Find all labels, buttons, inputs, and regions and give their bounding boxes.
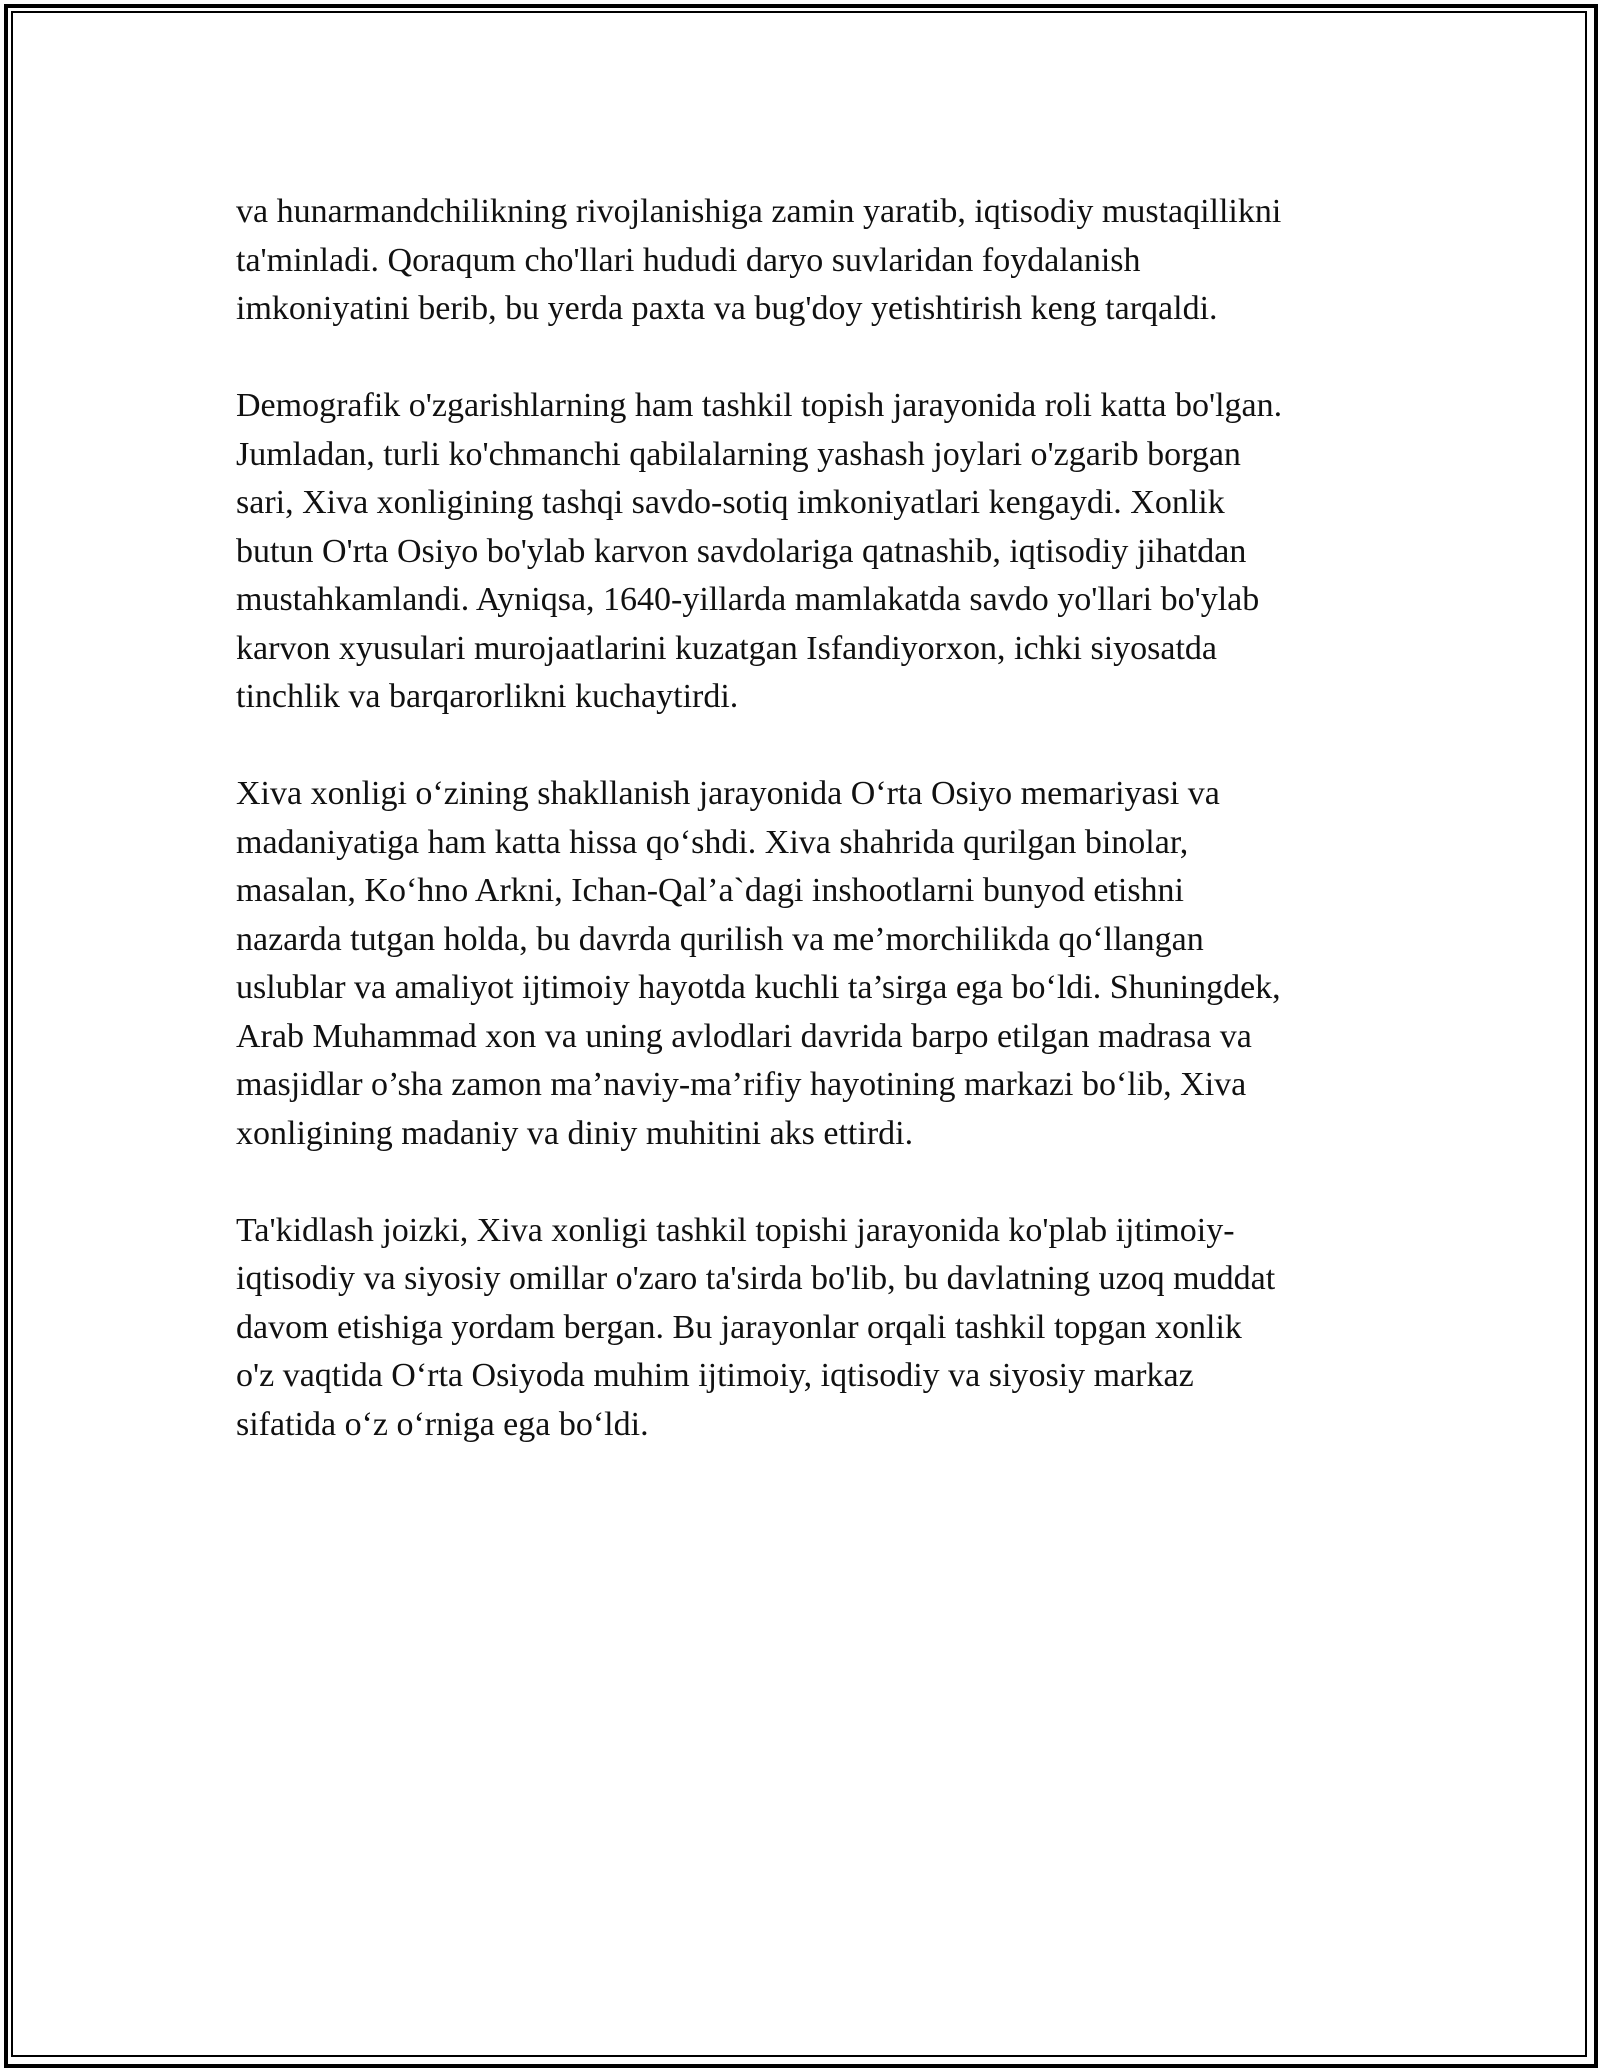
text-line: karvon xyusulari murojaatlarini kuzatgan Isfandiyorxon, ichki siyosatda xyxy=(236,629,1218,667)
text-line: davom etishiga yordam bergan. Bu jarayonlar orqali tashkil topgan xonlik xyxy=(236,1308,1242,1346)
text-line: nazarda tutgan holda, bu davrda qurilish va me’morchilikda qo‘llangan xyxy=(236,920,1204,958)
text-line: o'z vaqtida O‘rta Osiyoda muhim ijtimoiy, iqtisodiy va siyosiy markaz xyxy=(236,1357,1194,1394)
text-line: Demografik o'zgarishlarning ham tashkil topish jarayonida roli katta bo'lgan. xyxy=(236,387,1283,424)
text-line: masalan, Ko‘hno Arkni, Ichan-Qal’a`dagi inshootlarni bunyod etishni xyxy=(236,872,1184,909)
document-body xyxy=(236,188,1376,1498)
text-line: va hunarmandchilikning rivojlanishiga zamin yaratib, iqtisodiy mustaqillikni xyxy=(236,193,1282,230)
text-line: tinchlik va barqarorlikni kuchaytirdi. xyxy=(236,678,739,715)
text-line: mustahkamlandi. Ayniqsa, 1640-yillarda mamlakatda savdo yo'llari bo'ylab xyxy=(236,581,1260,618)
text-line: xonligining madaniy va diniy muhitini aks ettirdi. xyxy=(236,1114,914,1152)
paragraph-economy xyxy=(236,188,1376,334)
paragraph-demography xyxy=(236,382,1376,722)
text-line: butun O'rta Osiyo bo'ylab karvon savdolariga qatnashib, iqtisodiy jihatdan xyxy=(236,532,1247,570)
text-line: iqtisodiy va siyosiy omillar o'zaro ta'sirda bo'lib, bu davlatning uzoq muddat xyxy=(236,1260,1276,1297)
text-line: ta'minladi. Qoraqum cho'llari hududi daryo suvlaridan foydalanish xyxy=(236,241,1141,279)
paragraph-conclusion xyxy=(236,1207,1376,1450)
text-line: sari, Xiva xonligining tashqi savdo-sotiq imkoniyatlari kengaydi. Xonlik xyxy=(236,484,1225,521)
text-line: Arab Muhammad xon va uning avlodlari davrida barpo etilgan madrasa va xyxy=(236,1017,1252,1055)
text-line: sifatida o‘z o‘rniga ega bo‘ldi. xyxy=(236,1405,649,1443)
text-line: Ta'kidlash joizki, Xiva xonligi tashkil topishi jarayonida ko'plab ijtimoiy- xyxy=(236,1211,1235,1249)
text-line: Jumladan, turli ko'chmanchi qabilalarning yashash joylari o'zgarib borgan xyxy=(236,435,1241,473)
text-line: uslublar va amaliyot ijtimoiy hayotda kuchli ta’sirga ega bo‘ldi. Shuningdek, xyxy=(236,969,1281,1006)
text-line: madaniyatiga ham katta hissa qo‘shdi. Xiva shahrida qurilgan binolar, xyxy=(236,823,1189,861)
text-line: imkoniyatini berib, bu yerda paxta va bug'doy yetishtirish keng tarqaldi. xyxy=(236,290,1218,327)
paragraph-architecture xyxy=(236,770,1376,1158)
text-line: masjidlar o’sha zamon ma’naviy-ma’rifiy hayotining markazi bo‘lib, Xiva xyxy=(236,1066,1247,1103)
text-line: Xiva xonligi o‘zining shakllanish jarayonida O‘rta Osiyo memariyasi va xyxy=(236,775,1220,812)
